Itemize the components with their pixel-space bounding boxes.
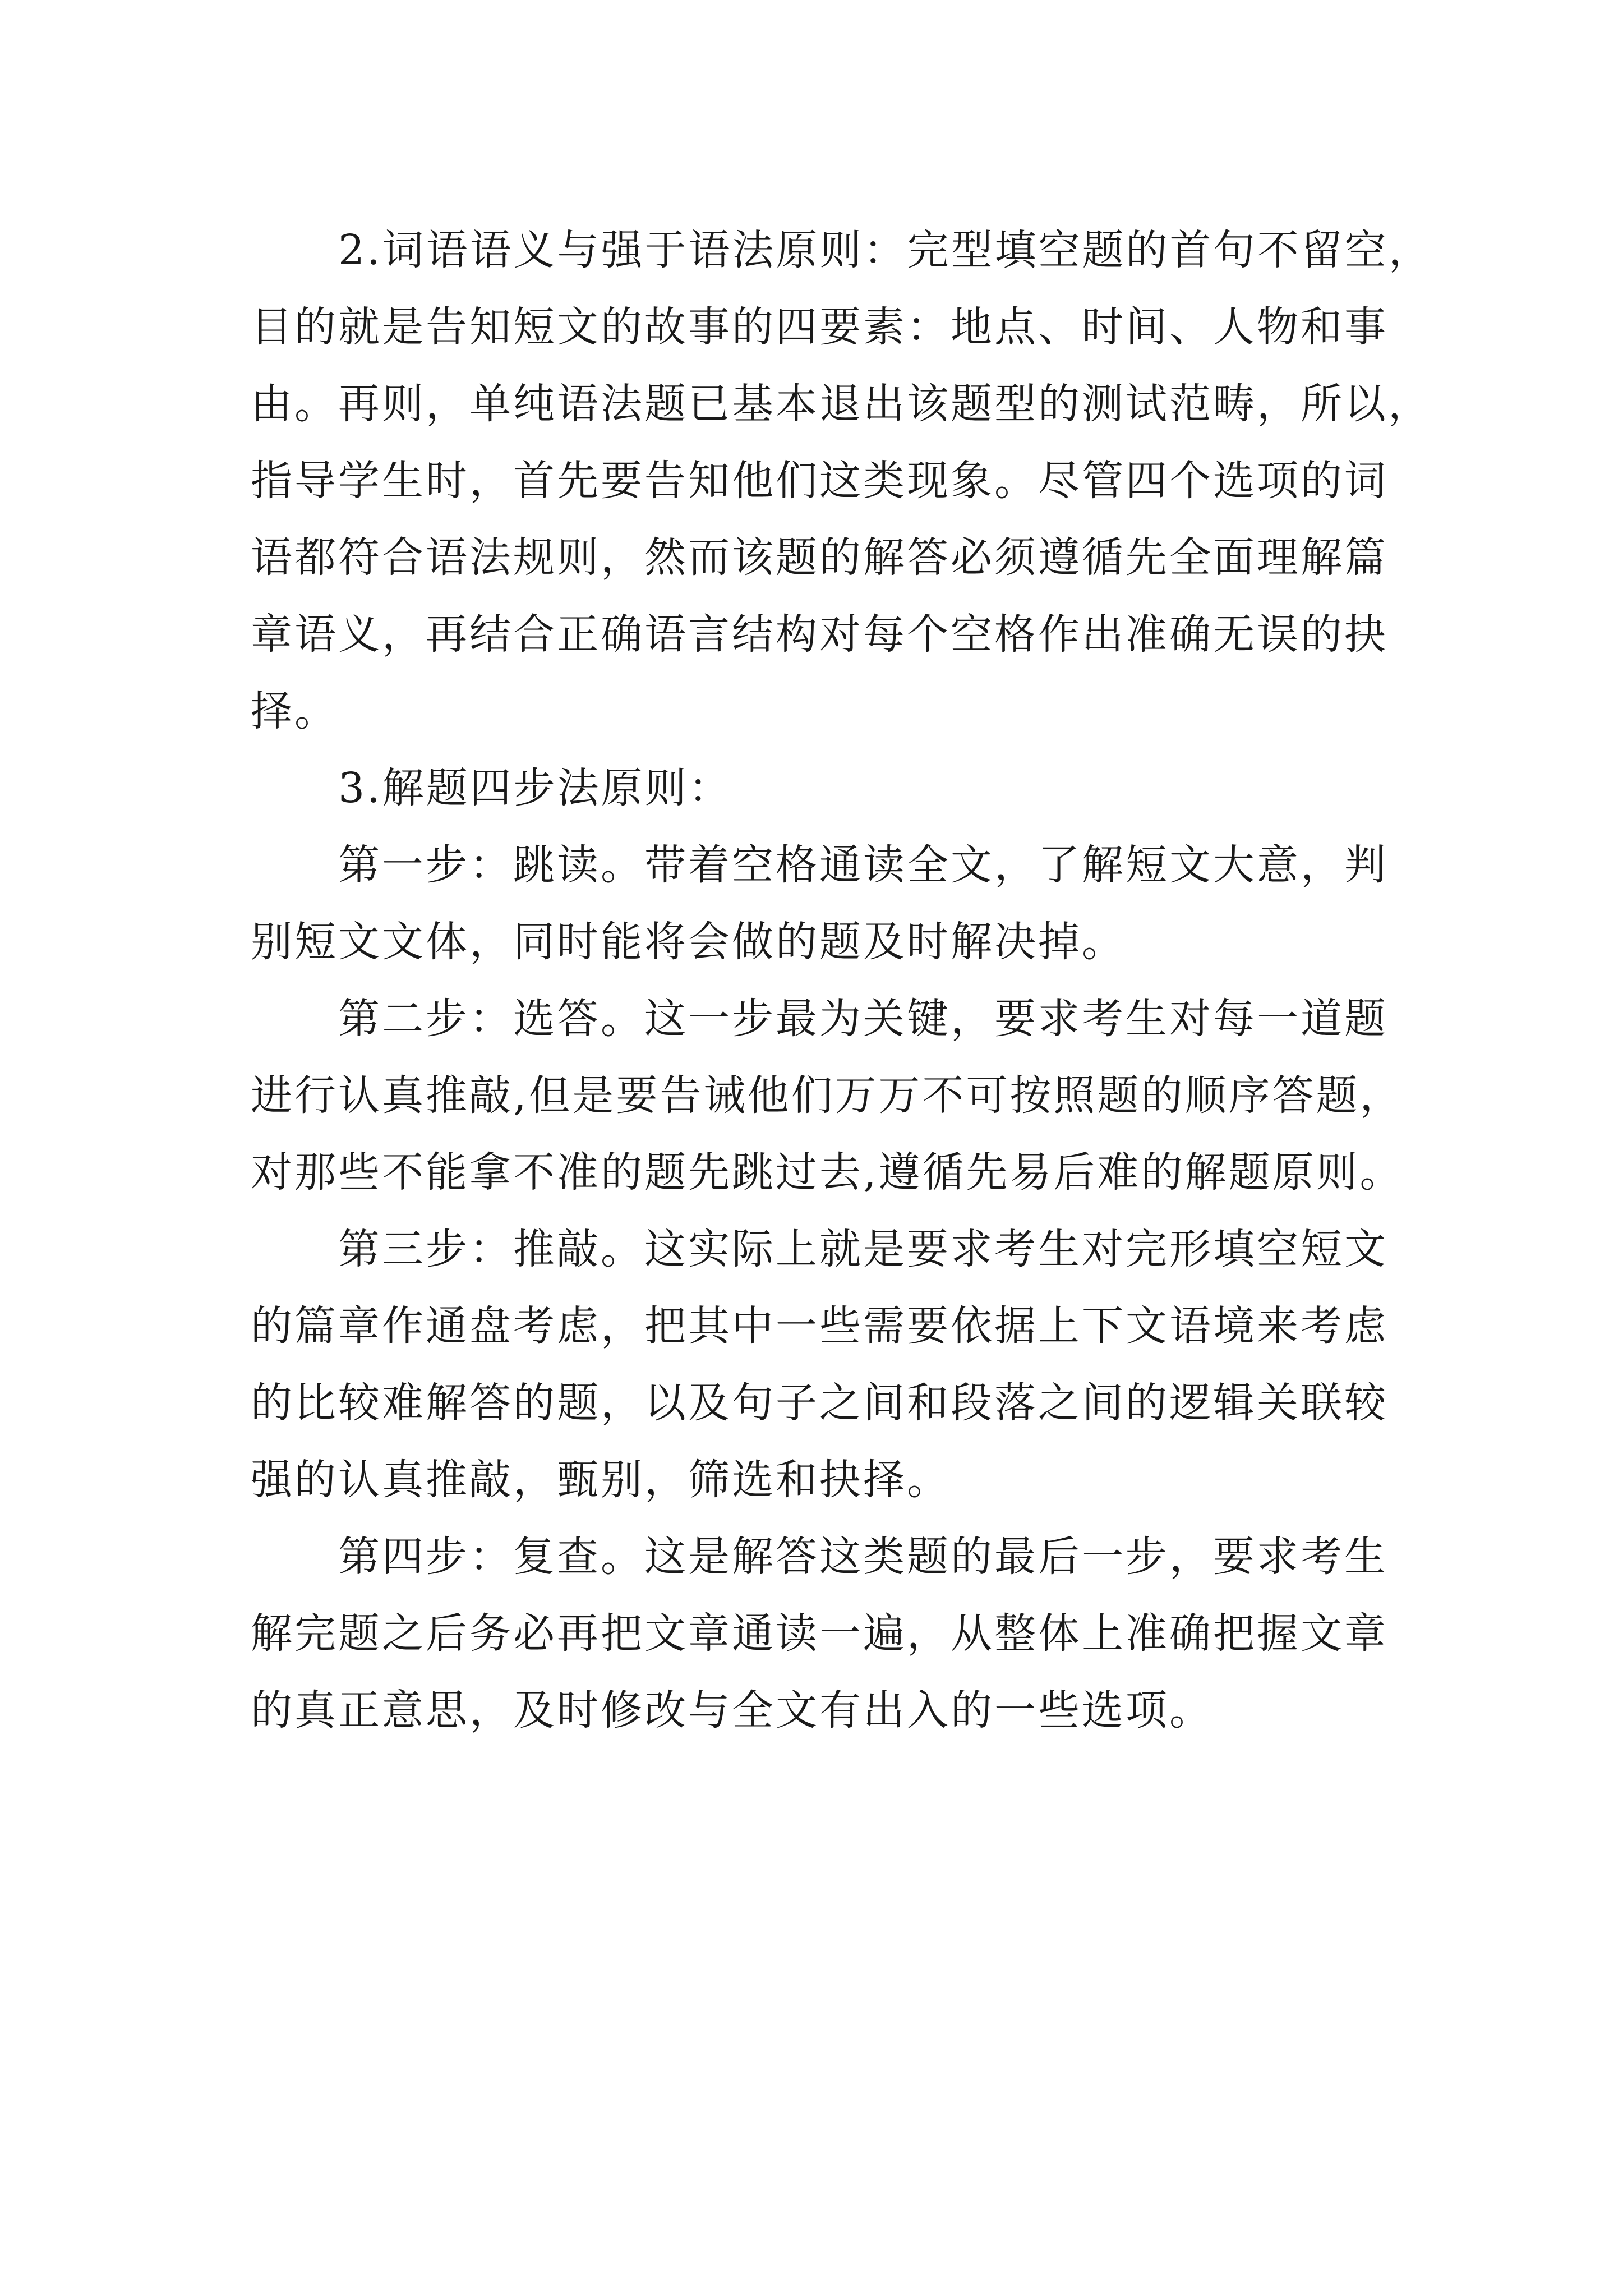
text-line: 的比较难解答的题，以及句子之间和段落之间的逻辑关联较 (251, 1379, 1388, 1427)
paragraph-step-three (251, 1211, 1484, 1519)
paragraph-step-four (251, 1519, 1484, 1749)
paragraph-step-one (251, 827, 1484, 981)
text-line: 的篇章作通盘考虑，把其中一些需要依据上下文语境来考虑 (251, 1302, 1388, 1350)
text-line: 的真正意思，及时修改与全文有出入的一些选项。 (251, 1686, 1213, 1734)
text-line: 目的就是告知短文的故事的四要素：地点、时间、人物和事 (251, 303, 1388, 351)
paragraph-word-meaning-principle (251, 212, 1484, 750)
text-line: 择。 (251, 687, 338, 735)
text-line: 对那些不能拿不准的题先跳过去,遵循先易后难的解题原则。 (251, 1148, 1404, 1197)
text-line: 第四步：复查。这是解答这类题的最后一步，要求考生 (338, 1533, 1388, 1581)
text-line: 指导学生时，首先要告知他们这类现象。尽管四个选项的词 (251, 457, 1388, 505)
text-line: 章语义，再结合正确语言结构对每个空格作出准确无误的抉 (251, 610, 1388, 659)
text-line: 强的认真推敲，甄别，筛选和抉择。 (251, 1456, 951, 1504)
text-line: 由。再则，单纯语法题已基本退出该题型的测试范畴，所以， (251, 380, 1432, 428)
text-line: 第二步：选答。这一步最为关键，要求考生对每一道题 (338, 995, 1388, 1043)
section-heading: 3.解题四步法原则： (338, 764, 732, 812)
paragraph-four-step-heading (251, 750, 1484, 827)
text-line: 第一步：跳读。带着空格通读全文，了解短文大意，判 (338, 841, 1388, 889)
text-line: 解完题之后务必再把文章通读一遍，从整体上准确把握文章 (251, 1609, 1388, 1658)
text-line: 进行认真推敲,但是要告诫他们万万不可按照题的顺序答题， (251, 1071, 1404, 1120)
text-line: 第三步：推敲。这实际上就是要求考生对完形填空短文 (338, 1225, 1388, 1273)
paragraph-step-two (251, 981, 1484, 1211)
text-line: 语都符合语法规则，然而该题的解答必须遵循先全面理解篇 (251, 533, 1388, 582)
document-body (251, 212, 1484, 1749)
text-line: 别短文文体，同时能将会做的题及时解决掉。 (251, 918, 1126, 966)
text-line: 2.词语语义与强于语法原则：完型填空题的首句不留空， (338, 226, 1432, 274)
